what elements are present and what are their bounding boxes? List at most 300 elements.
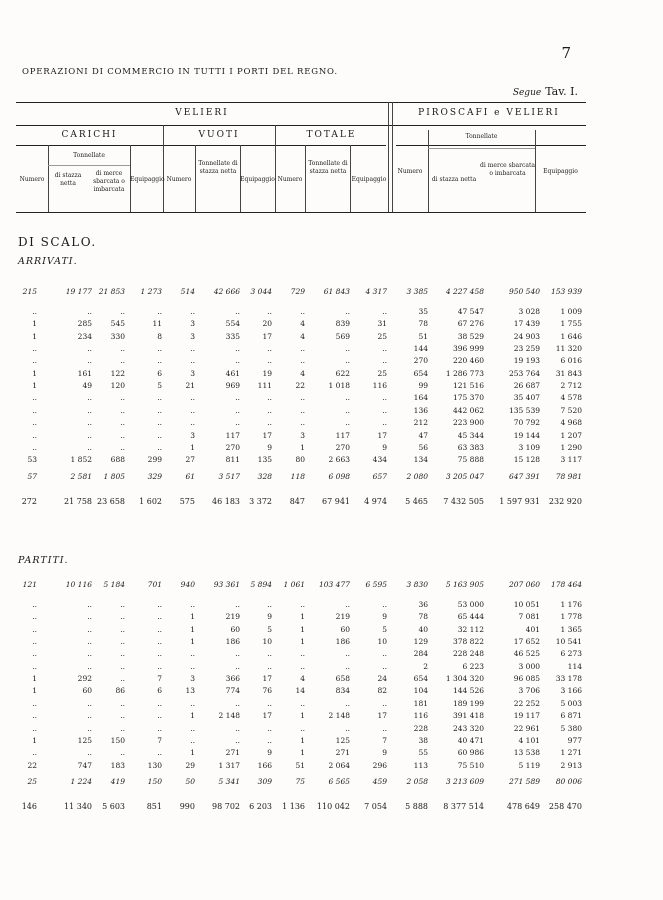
table-cell: .. — [190, 661, 195, 671]
table-cell: 328 — [257, 471, 272, 481]
table-cell: 22 — [27, 760, 37, 770]
col-merce-piroscafi: di merce sbarcata o imbarcata — [480, 162, 535, 177]
table-cell: 10 051 — [513, 600, 540, 609]
table-cell: 851 — [146, 801, 162, 811]
table-cell: .. — [120, 674, 125, 684]
table-cell: 9 — [267, 442, 272, 452]
table-cell: 17 — [377, 711, 387, 721]
table-cell: 46 525 — [513, 649, 540, 659]
table-cell: 125 — [335, 735, 350, 745]
table-cell: 3 — [190, 430, 195, 440]
table-cell: .. — [190, 393, 195, 403]
section-di-scalo: DI SCALO. — [18, 235, 97, 249]
table-cell: 186 — [335, 637, 350, 647]
table-cell: .. — [190, 356, 195, 366]
table-cell: .. — [32, 307, 37, 316]
table-row — [0, 369, 663, 381]
table-cell: 9 — [267, 612, 272, 622]
table-cell: 1 365 — [560, 624, 582, 634]
table-cell: 76 — [262, 686, 272, 696]
table-cell: .. — [267, 393, 272, 403]
table-cell: 6 098 — [328, 471, 350, 481]
table-cell: .. — [87, 612, 92, 622]
partiti-heading: PARTITI. — [18, 555, 69, 566]
table-cell: .. — [120, 442, 125, 452]
table-cell: 80 — [295, 455, 305, 465]
table-cell: .. — [190, 307, 195, 316]
table-cell: 117 — [335, 430, 350, 440]
table-cell: 335 — [225, 331, 240, 341]
table-cell: 7 — [157, 674, 162, 684]
table-cell: 75 — [295, 776, 305, 786]
table-cell: 3 517 — [218, 471, 240, 481]
table-cell: .. — [157, 393, 162, 403]
table-cell: 6 223 — [462, 661, 484, 671]
table-cell: 1 755 — [560, 319, 582, 329]
table-cell: 51 — [418, 331, 428, 341]
table-cell: 654 — [413, 674, 428, 684]
table-cell: 80 006 — [555, 776, 582, 786]
col-tonnellate-piroscafi: Tonnellate — [465, 133, 498, 140]
table-cell: 2 581 — [70, 471, 92, 481]
col-equipaggio-carichi: Equipaggio — [130, 176, 165, 183]
table-cell: .. — [382, 698, 387, 708]
table-cell: .. — [345, 723, 350, 733]
table-cell: 5 465 — [405, 496, 428, 506]
table-cell: 31 — [377, 319, 387, 329]
table-cell: 75 510 — [457, 760, 484, 770]
table-cell: 3 — [190, 674, 195, 684]
table-cell: .. — [32, 723, 37, 733]
table-cell: 271 — [225, 748, 240, 758]
table-row — [0, 332, 663, 344]
table-cell: .. — [235, 307, 240, 316]
table-cell: .. — [87, 418, 92, 428]
table-cell: .. — [32, 748, 37, 758]
table-cell: .. — [382, 344, 387, 354]
total-row — [0, 802, 663, 814]
table-cell: 1 — [32, 368, 37, 378]
table-cell: 189 199 — [452, 698, 484, 708]
table-cell: .. — [190, 723, 195, 733]
table-cell: 150 — [147, 776, 162, 786]
table-cell: 82 — [377, 686, 387, 696]
table-cell: 366 — [225, 674, 240, 684]
table-cell: 729 — [290, 287, 305, 296]
table-cell: 6 203 — [249, 801, 272, 811]
table-cell: .. — [267, 344, 272, 354]
table-cell: .. — [190, 600, 195, 609]
totale-header: TOTALE — [306, 130, 357, 140]
table-cell: 990 — [179, 801, 195, 811]
table-cell: 22 252 — [513, 698, 540, 708]
table-cell: 29 — [185, 760, 195, 770]
table-cell: .. — [87, 344, 92, 354]
table-cell: 647 391 — [508, 471, 540, 481]
table-cell: 134 — [413, 455, 428, 465]
table-cell: .. — [300, 356, 305, 366]
table-cell: .. — [190, 344, 195, 354]
subtotal-row — [0, 472, 663, 484]
table-cell: 478 649 — [506, 801, 540, 811]
table-cell: 6 016 — [560, 356, 582, 366]
table-cell: 5 — [157, 381, 162, 391]
table-cell: .. — [267, 698, 272, 708]
table-cell: 1 317 — [218, 760, 240, 770]
table-cell: .. — [120, 600, 125, 609]
table-cell: .. — [87, 356, 92, 366]
table-cell: 93 361 — [213, 580, 240, 589]
table-cell: .. — [120, 748, 125, 758]
table-cell: .. — [120, 307, 125, 316]
table-cell: .. — [87, 649, 92, 659]
table-cell: 219 — [225, 612, 240, 622]
table-cell: .. — [32, 430, 37, 440]
table-cell: 6 595 — [365, 580, 387, 589]
table-cell: 1 — [300, 711, 305, 721]
table-cell: 4 — [300, 331, 305, 341]
table-cell: 1 — [300, 735, 305, 745]
table-cell: 657 — [372, 471, 387, 481]
table-row — [0, 344, 663, 356]
table-cell: 2 080 — [406, 471, 428, 481]
table-cell: 442 062 — [452, 405, 484, 415]
table-cell: 31 843 — [555, 368, 582, 378]
table-cell: 701 — [147, 580, 162, 589]
table-cell: .. — [235, 405, 240, 415]
table-cell: .. — [300, 393, 305, 403]
table-cell: 232 920 — [548, 496, 582, 506]
table-cell: 3 000 — [518, 661, 540, 671]
table-cell: 2 148 — [218, 711, 240, 721]
table-cell: 1 273 — [140, 287, 162, 296]
table-cell: 135 — [257, 455, 272, 465]
table-cell: 125 — [77, 735, 92, 745]
table-cell: 5 380 — [560, 723, 582, 733]
table-cell: .. — [120, 624, 125, 634]
table-cell: 19 177 — [65, 287, 92, 296]
table-cell: 5 184 — [103, 580, 125, 589]
table-cell: .. — [267, 661, 272, 671]
table-cell: 5 — [382, 624, 387, 634]
table-cell: 3 830 — [406, 580, 428, 589]
table-cell: 13 538 — [513, 748, 540, 758]
table-cell: .. — [157, 600, 162, 609]
table-cell: .. — [190, 735, 195, 745]
table-cell: 144 — [413, 344, 428, 354]
table-cell: 1 — [32, 381, 37, 391]
table-cell: 120 — [110, 381, 125, 391]
table-row — [0, 612, 663, 624]
col-numero-piroscafi: Numero — [397, 168, 423, 175]
table-row — [0, 600, 663, 612]
table-cell: 38 529 — [457, 331, 484, 341]
table-cell: .. — [157, 649, 162, 659]
table-cell: .. — [300, 649, 305, 659]
table-cell: 4 968 — [560, 418, 582, 428]
arrivati-heading: ARRIVATI. — [18, 256, 78, 267]
table-cell: .. — [382, 418, 387, 428]
table-cell: 40 471 — [457, 735, 484, 745]
table-cell: 1 — [190, 711, 195, 721]
table-cell: 688 — [110, 455, 125, 465]
table-cell: 35 407 — [513, 393, 540, 403]
table-label: Tav. I. — [545, 85, 578, 98]
table-cell: 5 119 — [518, 760, 540, 770]
table-cell: 271 — [335, 748, 350, 758]
table-cell: 1 852 — [70, 455, 92, 465]
table-cell: 9 — [382, 612, 387, 622]
table-cell: .. — [382, 405, 387, 415]
table-row — [0, 711, 663, 723]
table-cell: .. — [87, 723, 92, 733]
table-cell: .. — [87, 442, 92, 452]
table-cell: 270 — [413, 356, 428, 366]
table-cell: 130 — [147, 760, 162, 770]
table-cell: 11 — [152, 319, 162, 329]
first-row — [0, 287, 663, 299]
table-cell: 3 028 — [518, 307, 540, 316]
table-cell: 121 516 — [452, 381, 484, 391]
table-cell: 4 578 — [560, 393, 582, 403]
table-cell: .. — [32, 418, 37, 428]
table-cell: 569 — [335, 331, 350, 341]
table-cell: 834 — [335, 686, 350, 696]
table-cell: .. — [32, 405, 37, 415]
table-cell: 6 — [157, 686, 162, 696]
table-cell: 63 383 — [457, 442, 484, 452]
table-cell: 116 — [413, 711, 428, 721]
table-cell: .. — [190, 418, 195, 428]
table-cell: 1 — [300, 442, 305, 452]
table-cell: 3 — [300, 430, 305, 440]
table-cell: .. — [120, 418, 125, 428]
table-cell: 181 — [413, 698, 428, 708]
table-row — [0, 381, 663, 393]
table-cell: 847 — [289, 496, 305, 506]
table-cell: .. — [382, 393, 387, 403]
table-cell: 175 370 — [452, 393, 484, 403]
table-cell: 2 064 — [328, 760, 350, 770]
table-cell: 20 — [262, 319, 272, 329]
table-cell: 61 843 — [323, 287, 350, 296]
table-cell: 3 — [190, 331, 195, 341]
table-cell: 122 — [110, 368, 125, 378]
table-cell: 60 — [340, 624, 350, 634]
table-cell: 1 176 — [560, 600, 582, 609]
table-cell: 153 939 — [550, 287, 582, 296]
table-cell: 36 — [418, 600, 428, 609]
table-cell: .. — [157, 711, 162, 721]
table-cell: 378 822 — [452, 637, 484, 647]
table-cell: .. — [345, 649, 350, 659]
table-cell: 118 — [290, 471, 305, 481]
table-cell: .. — [300, 723, 305, 733]
table-cell: 228 248 — [452, 649, 484, 659]
table-cell: 61 — [185, 471, 195, 481]
table-row — [0, 736, 663, 748]
table-cell: 554 — [225, 319, 240, 329]
page-title: OPERAZIONI DI COMMERCIO IN TUTTI I PORTI DEL REGNO. — [22, 67, 338, 77]
table-cell: 19 — [262, 368, 272, 378]
table-cell: 8 — [157, 331, 162, 341]
table-cell: .. — [120, 649, 125, 659]
table-cell: 23 259 — [513, 344, 540, 354]
piroscafi-header: PIROSCAFI e VELIERI — [418, 108, 560, 118]
table-cell: 5 341 — [218, 776, 240, 786]
table-cell: 243 320 — [452, 723, 484, 733]
table-cell: 3 706 — [518, 686, 540, 696]
table-cell: .. — [32, 649, 37, 659]
table-cell: 78 — [418, 612, 428, 622]
table-cell: .. — [235, 344, 240, 354]
table-cell: .. — [345, 393, 350, 403]
table-cell: 391 418 — [452, 711, 484, 721]
table-cell: 1 — [300, 612, 305, 622]
table-cell: .. — [157, 307, 162, 316]
table-cell: .. — [87, 698, 92, 708]
table-cell: .. — [345, 356, 350, 366]
table-cell: 1 — [300, 624, 305, 634]
table-cell: 2 058 — [406, 776, 428, 786]
table-cell: .. — [267, 649, 272, 659]
table-cell: .. — [382, 661, 387, 671]
col-equipaggio-vuoti: Equipaggio — [240, 176, 275, 183]
table-cell: 3 044 — [250, 287, 272, 296]
table-cell: 1 136 — [282, 801, 305, 811]
table-cell: .. — [267, 405, 272, 415]
table-cell: 35 — [418, 307, 428, 316]
table-cell: 1 — [300, 748, 305, 758]
table-cell: .. — [87, 661, 92, 671]
table-cell: 166 — [257, 760, 272, 770]
table-cell: 1 271 — [560, 748, 582, 758]
table-cell: .. — [87, 624, 92, 634]
col-equipaggio-totale: Equipaggio — [351, 176, 387, 183]
table-cell: 5 888 — [405, 801, 428, 811]
table-cell: .. — [32, 637, 37, 647]
table-cell: 459 — [372, 776, 387, 786]
table-cell: .. — [235, 661, 240, 671]
table-cell: .. — [157, 612, 162, 622]
table-cell: 270 — [225, 442, 240, 452]
table-cell: 78 — [418, 319, 428, 329]
table-cell: .. — [267, 600, 272, 609]
table-cell: 6 871 — [560, 711, 582, 721]
table-cell: 1 224 — [70, 776, 92, 786]
table-cell: 14 — [295, 686, 305, 696]
table-row — [0, 443, 663, 455]
table-cell: 9 — [267, 748, 272, 758]
table-cell: 1 009 — [560, 307, 582, 316]
table-cell: 55 — [418, 748, 428, 758]
vuoti-header: VUOTI — [198, 130, 240, 140]
table-cell: 47 — [418, 430, 428, 440]
table-row — [0, 307, 663, 319]
table-cell: .. — [235, 393, 240, 403]
table-cell: 4 101 — [518, 735, 540, 745]
table-cell: 17 652 — [513, 637, 540, 647]
table-cell: 3 — [190, 368, 195, 378]
table-cell: 57 — [27, 471, 37, 481]
table-cell: 32 112 — [457, 624, 484, 634]
table-cell: .. — [157, 405, 162, 415]
table-cell: 6 565 — [328, 776, 350, 786]
table-cell: 1 — [32, 735, 37, 745]
table-cell: .. — [32, 612, 37, 622]
table-cell: 514 — [180, 287, 195, 296]
table-cell: 253 764 — [508, 368, 540, 378]
table-cell: 13 — [185, 686, 195, 696]
table-cell: .. — [32, 711, 37, 721]
table-cell: 116 — [372, 381, 387, 391]
table-cell: 1 061 — [283, 580, 305, 589]
table-row — [0, 637, 663, 649]
table-cell: 3 213 609 — [445, 776, 484, 786]
table-row — [0, 418, 663, 430]
table-cell: .. — [267, 307, 272, 316]
table-cell: 17 — [262, 711, 272, 721]
table-row — [0, 319, 663, 331]
table-cell: 99 — [418, 381, 428, 391]
table-row — [0, 356, 663, 368]
table-cell: .. — [345, 698, 350, 708]
table-cell: 212 — [413, 418, 428, 428]
table-cell: 220 460 — [452, 356, 484, 366]
table-cell: 811 — [225, 455, 240, 465]
table-cell: .. — [157, 624, 162, 634]
table-cell: 270 — [335, 442, 350, 452]
velieri-header: VELIERI — [175, 108, 229, 118]
table-cell: .. — [157, 442, 162, 452]
table-cell: .. — [300, 600, 305, 609]
table-cell: 4 317 — [365, 287, 387, 296]
table-cell: 50 — [185, 776, 195, 786]
table-cell: 21 853 — [98, 287, 125, 296]
table-cell: 1 — [190, 442, 195, 452]
table-cell: 3 109 — [518, 442, 540, 452]
table-row — [0, 455, 663, 467]
col-stazza-totale: Tonnellate di stazza netta — [308, 160, 348, 175]
table-cell: 117 — [225, 430, 240, 440]
table-cell: 9 — [382, 748, 387, 758]
table-cell: 9 — [382, 442, 387, 452]
table-row — [0, 748, 663, 760]
table-cell: .. — [157, 698, 162, 708]
table-cell: .. — [235, 735, 240, 745]
table-row — [0, 724, 663, 736]
table-cell: 75 888 — [457, 455, 484, 465]
table-cell: 1 — [32, 686, 37, 696]
table-cell: .. — [235, 698, 240, 708]
table-cell: 161 — [77, 368, 92, 378]
table-cell: .. — [235, 600, 240, 609]
table-cell: 7 081 — [518, 612, 540, 622]
table-cell: .. — [32, 344, 37, 354]
table-cell: 7 432 505 — [443, 496, 484, 506]
table-cell: 7 — [157, 735, 162, 745]
table-cell: 1 — [190, 637, 195, 647]
table-cell: 747 — [77, 760, 92, 770]
table-cell: .. — [190, 649, 195, 659]
table-cell: 56 — [418, 442, 428, 452]
table-cell: 121 — [22, 580, 37, 589]
table-cell: 70 792 — [513, 418, 540, 428]
table-cell: .. — [235, 649, 240, 659]
table-cell: 25 — [377, 368, 387, 378]
table-cell: 10 — [377, 637, 387, 647]
table-cell: 8 377 514 — [443, 801, 484, 811]
